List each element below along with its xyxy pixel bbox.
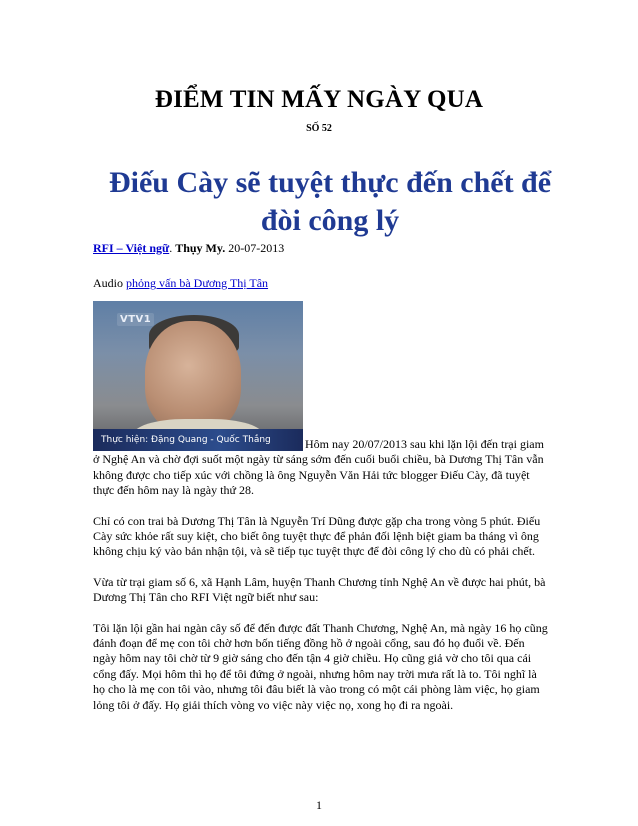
paragraph-3: Vừa từ trại giam số 6, xã Hạnh Lâm, huyện Thanh Chương tỉnh Nghệ An về được hai phút, bà Dương Thị Tân cho RFI Việt ngữ biết như sau: [93, 574, 546, 605]
audio-interview-link[interactable]: phỏng vấn bà Dương Thị Tân [126, 276, 269, 290]
byline-separator: . [169, 241, 176, 255]
article-title: Điếu Cày sẽ tuyệt thực đến chết để đòi công lý [108, 166, 552, 237]
paragraph-2: Chỉ có con trai bà Dương Thị Tân là Nguyễn Trí Dũng được gặp cha trong vòng 5 phút. Điếu Cày sức khỏe rất suy kiệt, cho biết ông tuyệt thực để phản đối lệnh biệt giam ba tháng vì ông không chịu ký vào bản nhận tội, và sẽ tiếp tục tuyệt thực để đòi công lý cho dù có phải chết. [93, 513, 541, 559]
photo-face [145, 321, 241, 433]
publish-date: 20-07-2013 [225, 241, 285, 255]
paragraph-1: Hôm nay 20/07/2013 sau khi lặn lội đến trại giam ở Nghệ An và chờ đợi suốt một ngày từ sáng sớm đến cuối buổi chiều, bà Dương Thị Tân vẫn không được cho tiếp xúc với chồng là ông Nguyễn Văn Hải tức blogger Điếu Cày, đã tuyệt thực đến hôm nay là ngày thứ 28. [93, 437, 544, 498]
byline [93, 241, 284, 256]
audio-label: Audio [93, 276, 126, 290]
article-photo [93, 301, 303, 451]
article-body [93, 437, 548, 728]
author-name: Thụy My. [175, 241, 226, 255]
source-link[interactable]: RFI – Việt ngữ [93, 241, 170, 255]
paragraph-4: Tôi lặn lội gần hai ngàn cây số để đến được đất Thanh Chương, Nghệ An, mà ngày 16 họ cũng đánh đoạn để mẹ con tôi chờ hơn bốn tiếng đồng hồ ở ngoài cổng, sau đó họ đuổi về. Đến ngày hôm nay tôi chờ từ 9 giờ sáng cho đến tận 4 giờ chiều. Họ cũng giả vờ cho tôi qua cái cổng đấy. Mọi hôm thì họ để tôi đứng ở ngoài, nhưng hôm nay trời mưa rất là to. Tôi nghĩ là họ cho là mẹ con tôi vào, nhưng tôi đâu biết là vào trong có một cái phòng làm việc, họ giam lỏng tôi ở đấy. Họ giải thích vòng vo việc này việc nọ, xong họ đi ra ngoài. [93, 620, 548, 712]
photo-caption-bar: Thực hiện: Đặng Quang - Quốc Thắng [93, 429, 303, 451]
issue-number: SỐ 52 [306, 123, 332, 134]
audio-line [93, 276, 268, 291]
tv-channel-logo: VTV1 [117, 313, 154, 326]
masthead-title: ĐIỂM TIN MẤY NGÀY QUA [154, 86, 484, 113]
page-number: 1 [316, 798, 322, 812]
